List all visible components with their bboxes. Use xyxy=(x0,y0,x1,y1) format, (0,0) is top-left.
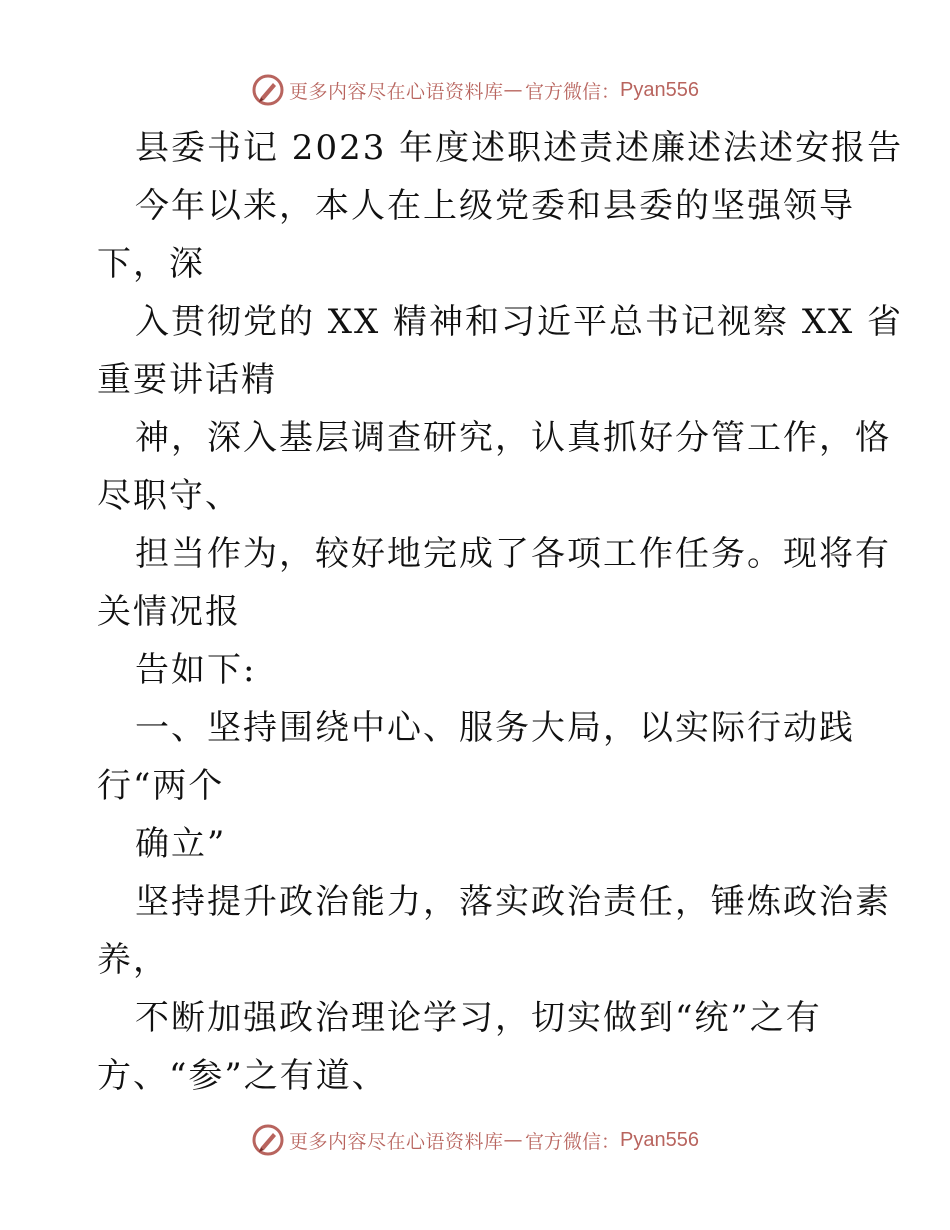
section-heading-continuation: 确立” xyxy=(135,824,227,864)
paragraph-line: 神，深入基层调查研究，认真抓好分管工作，恪 xyxy=(135,418,891,458)
paragraph-line: 不断加强政治理论学习，切实做到“统”之有 xyxy=(135,998,822,1038)
document-title: 县委书记 2023 年度述职述责述廉述法述安报告 xyxy=(135,128,904,168)
watermark-banner-top xyxy=(0,70,950,110)
pen-logo-icon xyxy=(251,73,285,107)
section-heading: 一、坚持围绕中心、服务大局，以实际行动践 xyxy=(135,708,855,748)
paragraph-line: 重要讲话精 xyxy=(97,360,277,400)
paragraph-line: 告如下: xyxy=(135,650,257,690)
paragraph-line: 下，深 xyxy=(97,244,205,284)
paragraph-line: 今年以来，本人在上级党委和县委的坚强领导 xyxy=(135,186,855,226)
paragraph-line: 尽职守、 xyxy=(97,476,241,516)
watermark-dash: — xyxy=(503,79,524,101)
watermark-wechat-id: Pyan556 xyxy=(620,78,699,101)
watermark-dash: — xyxy=(503,1129,524,1151)
paragraph-line: 关情况报 xyxy=(97,592,241,632)
watermark-main-text: 更多内容尽在心语资料库 xyxy=(289,1130,504,1153)
section-heading-continuation: 行“两个 xyxy=(97,766,225,806)
paragraph-line: 方、“参”之有道、 xyxy=(97,1056,388,1096)
pen-logo-icon xyxy=(251,1123,285,1157)
watermark-wechat-label: 官方微信： xyxy=(525,80,621,103)
paragraph-line: 坚持提升政治能力，落实政治责任，锤炼政治素 xyxy=(135,882,891,922)
watermark-banner-bottom xyxy=(0,1120,950,1160)
watermark-main-text: 更多内容尽在心语资料库 xyxy=(289,80,504,103)
watermark-wechat-label: 官方微信： xyxy=(525,1130,621,1153)
paragraph-line: 养， xyxy=(97,940,169,980)
watermark-wechat-id: Pyan556 xyxy=(620,1128,699,1151)
paragraph-line: 担当作为，较好地完成了各项工作任务。现将有 xyxy=(135,534,891,574)
paragraph-line: 入贯彻党的 XX 精神和习近平总书记视察 XX 省 xyxy=(135,302,904,342)
